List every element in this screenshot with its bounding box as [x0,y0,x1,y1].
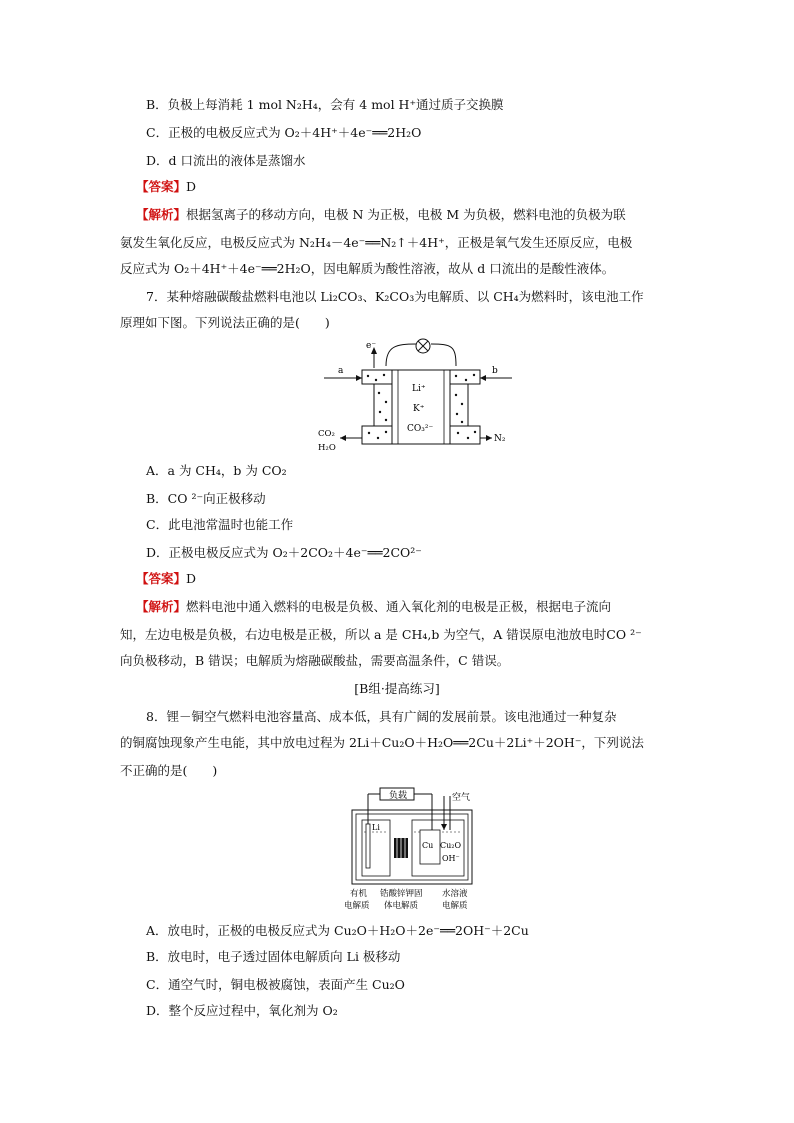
circuit-wire-left [386,344,416,366]
q7-answer [136,570,196,588]
aqueous-label-1: 水溶液 [442,889,468,899]
outlet-right-arrowhead-icon [486,435,492,441]
answer-value: D [186,179,197,194]
q6-option-d: D．d 口流出的液体是蒸馏水 [146,153,306,168]
q6-answer [136,178,196,196]
ion-co3: CO₃²⁻ [407,424,434,434]
q8-stem-line-3: 不正确的是( ) [120,763,218,778]
section-heading: [B组·提高练习] [354,681,440,696]
inlet-a-arrowhead-icon [356,375,362,381]
analysis-tag: 【解析】 [136,207,187,222]
solid-label-2: 体电解质 [384,901,419,911]
bulb-icon [416,339,430,353]
organic-label-1: 有机 [350,889,368,899]
q8-option-d: D．整个反应过程中，氧化剂为 O₂ [146,1003,338,1018]
li-electrode [366,824,370,868]
q6-analysis-line-2: 氨发生氧化反应，电极反应式为 N₂H₄－4e⁻══N₂↑＋4H⁺，正极是氧气发生还原反应，电极 [120,235,633,250]
answer-tag: 【答案】 [136,179,187,194]
q8-option-b: B．放电时，电子透过固体电解质向 Li 极移动 [146,949,401,964]
air-arrowhead-icon [441,824,447,830]
outlet-co2-label: CO₂ [318,429,335,439]
circuit-wire-right [431,344,456,366]
q8-stem-line-2: 的铜腐蚀现象产生电能，其中放电过程为 2Li＋Cu₂O＋H₂O══2Cu＋2Li⁺＋2OH⁻，下列说法 [120,735,644,750]
q8-stem-line-1: 8．锂－铜空气燃料电池容量高、成本低，具有广阔的发展前景。该电池通过一种复杂 [146,709,617,724]
solid-label-1: 锆酸锌钾固 [380,889,423,899]
oh-label: OH⁻ [442,854,460,863]
air-label: 空气 [452,793,471,803]
outlet-h2o-label: H₂O [318,443,336,453]
q8-cell-diagram [342,786,482,914]
load-label: 负载 [389,791,408,801]
outlet-n2-label: N₂ [494,434,506,444]
q7-option-a: A．a 为 CH₄，b 为 CO₂ [146,463,287,478]
cu-label: Cu [422,841,434,850]
q6-analysis-line-1 [136,206,626,224]
organic-label-2: 电解质 [344,901,370,911]
ion-k: K⁺ [413,404,425,414]
q8-option-a: A．放电时，正极的电极反应式为 Cu₂O＋H₂O＋2e⁻══2OH⁻＋2Cu [146,923,529,938]
q6-option-b: B．负极上每消耗 1 mol N₂H₄，会有 4 mol H⁺通过质子交换膜 [146,97,504,112]
right-electrode [450,370,480,444]
q7-stem-line-1: 7．某种熔融碳酸盐燃料电池以 Li₂CO₃、K₂CO₃为电解质、以 CH₄为燃料时，该电池工作 [146,289,644,304]
q7-option-d: D．正极电极反应式为 O₂＋2CO₂＋4e⁻══2CO²⁻ [146,545,422,560]
q7-stem-line-2: 原理如下图。下列说法正确的是( ) [120,315,330,330]
answer-tag: 【答案】 [136,571,187,586]
outlet-left-arrowhead-icon [340,435,346,441]
q7-option-b: B．CO ²⁻向正极移动 [146,491,266,506]
q6-option-c: C．正极的电极反应式为 O₂＋4H⁺＋4e⁻══2H₂O [146,125,422,140]
answer-value: D [186,571,197,586]
q6-analysis-line-3: 反应式为 O₂＋4H⁺＋4e⁻══2H₂O，因电解质为酸性溶液，故从 d 口流出的是酸性液体。 [120,261,615,276]
q8-option-c: C．通空气时，铜电极被腐蚀，表面产生 Cu₂O [146,977,405,992]
inlet-b-label: b [492,366,498,376]
cu2o-label: Cu₂O [440,841,462,850]
q7-analysis-line-1 [136,598,611,616]
q7-option-c: C．此电池常温时也能工作 [146,517,294,532]
ion-li: Li⁺ [412,384,426,394]
q7-analysis-line-2: 知，左边电极是负极，右边电极是正极，所以 a 是 CH₄,b 为空气，A 错误原电池放电时CO ²⁻ [120,627,642,642]
q7-analysis-line-3: 向负极移动，B 错误；电解质为熔融碳酸盐，需要高温条件，C 错误。 [120,653,510,668]
analysis-text: 燃料电池中通入燃料的电极是负极、通入氧化剂的电极是正极，根据电子流向 [186,599,612,614]
li-label: Li [372,823,380,832]
inlet-b-arrowhead-icon [480,375,486,381]
electron-label: e⁻ [366,341,377,351]
q7-cell-diagram [316,338,516,456]
left-electrode [362,370,392,444]
aqueous-label-2: 电解质 [442,901,468,911]
analysis-text: 根据氢离子的移动方向，电极 N 为正极，电极 M 为负极，燃料电池的负极为联 [186,207,626,222]
analysis-tag: 【解析】 [136,599,187,614]
inlet-a-label: a [338,366,344,376]
